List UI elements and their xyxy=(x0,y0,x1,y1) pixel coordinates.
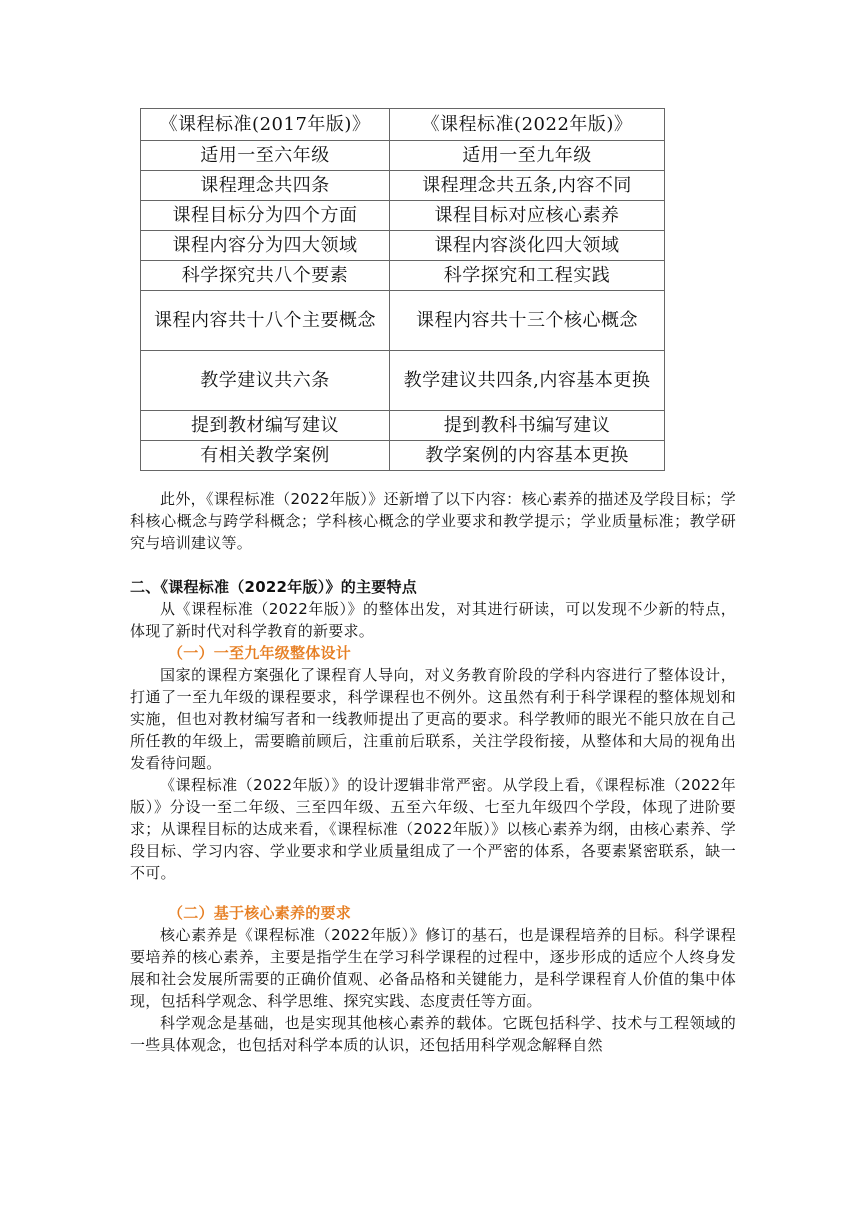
table-row xyxy=(141,231,665,261)
table-cell-2022: 课程内容共十三个核心概念 xyxy=(390,291,665,351)
table-header-row xyxy=(141,109,665,141)
subheading-whole-design: （一）一至九年级整体设计 xyxy=(168,644,352,662)
spacer xyxy=(130,554,736,576)
table-cell-2017: 课程内容共十八个主要概念 xyxy=(141,291,390,351)
paragraph-science-concepts: 科学观念是基础，也是实现其他核心素养的载体。它既包括科学、技术与工程领域的一些具体观念，也包括对科学本质的认识，还包括用科学观念解释自然 xyxy=(130,1014,736,1054)
table-cell-2022: 课程内容淡化四大领域 xyxy=(390,231,665,261)
table-header-left: 《课程标准(2017年版)》 xyxy=(141,109,390,141)
table-cell-2022: 课程理念共五条,内容不同 xyxy=(390,171,665,201)
subheading-core-literacy: （二）基于核心素养的要求 xyxy=(168,904,352,922)
document-body xyxy=(130,488,736,1056)
table-cell-2017: 提到教材编写建议 xyxy=(141,411,390,441)
paragraph-core-literacy: 核心素养是《课程标准（2022年版）》修订的基石，也是课程培养的目标。科学课程要培养的核心素养，主要是指学生在学习科学课程的过程中，逐步形成的适应个人终身发展和社会发展所需要的正确价值观、必备品格和关键能力，是科学课程育人价值的集中体现，包括科学观念、科学思维、探究实践、态度责任等方面。 xyxy=(130,926,736,1010)
table-cell-2022: 教学建议共四条,内容基本更换 xyxy=(390,351,665,411)
table-cell-2022: 提到教科书编写建议 xyxy=(390,411,665,441)
spacer xyxy=(130,884,736,902)
paragraph-whole-design: 国家的课程方案强化了课程育人导向，对义务教育阶段的学科内容进行了整体设计，打通了一至九年级的课程要求，科学课程也不例外。这虽然有利于科学课程的整体规划和实施，但也对教材编写者和一线教师提出了更高的要求。科学教师的眼光不能只放在自己所任教的年级上，需要瞻前顾后，注重前后联系，关注学段衔接，从整体和大局的视角出发看待问题。 xyxy=(130,666,736,772)
table-row xyxy=(141,291,665,351)
table-cell-2017: 适用一至六年级 xyxy=(141,141,390,171)
table-cell-2017: 科学探究共八个要素 xyxy=(141,261,390,291)
table-row xyxy=(141,261,665,291)
intro-paragraph: 此外，《课程标准（2022年版）》还新增了以下内容：核心素养的描述及学段目标；学科核心概念与跨学科概念；学科核心概念的学业要求和教学提示；学业质量标准；教学研究与培训建议等。 xyxy=(130,490,736,552)
table-cell-2017: 课程内容分为四大领域 xyxy=(141,231,390,261)
paragraph-design-logic: 《课程标准（2022年版）》的设计逻辑非常严密。从学段上看，《课程标准（2022年版）》分设一至二年级、三至四年级、五至六年级、七至九年级四个学段，体现了进阶要求；从课程目标的达成来看，《课程标准（2022年版）》以核心素养为纲，由核心素养、学段目标、学习内容、学业要求和学业质量组成了一个严密的体系，各要素紧密联系，缺一不可。 xyxy=(130,776,736,882)
table-cell-2022: 科学探究和工程实践 xyxy=(390,261,665,291)
table-cell-2017: 课程理念共四条 xyxy=(141,171,390,201)
table-row xyxy=(141,411,665,441)
section-heading: 二、《课程标准（2022年版）》的主要特点 xyxy=(130,578,417,596)
table-row xyxy=(141,141,665,171)
section-intro-paragraph: 从《课程标准（2022年版）》的整体出发，对其进行研读，可以发现不少新的特点，体现了新时代对科学教育的新要求。 xyxy=(130,600,736,640)
table-row xyxy=(141,201,665,231)
table-cell-2017: 教学建议共六条 xyxy=(141,351,390,411)
table-cell-2017: 有相关教学案例 xyxy=(141,441,390,471)
table-header-right: 《课程标准(2022年版)》 xyxy=(390,109,665,141)
table-cell-2022: 教学案例的内容基本更换 xyxy=(390,441,665,471)
table-cell-2017: 课程目标分为四个方面 xyxy=(141,201,390,231)
curriculum-comparison-table xyxy=(140,108,665,471)
table-cell-2022: 课程目标对应核心素养 xyxy=(390,201,665,231)
table-row xyxy=(141,171,665,201)
table-row xyxy=(141,441,665,471)
table-row xyxy=(141,351,665,411)
table-cell-2022: 适用一至九年级 xyxy=(390,141,665,171)
